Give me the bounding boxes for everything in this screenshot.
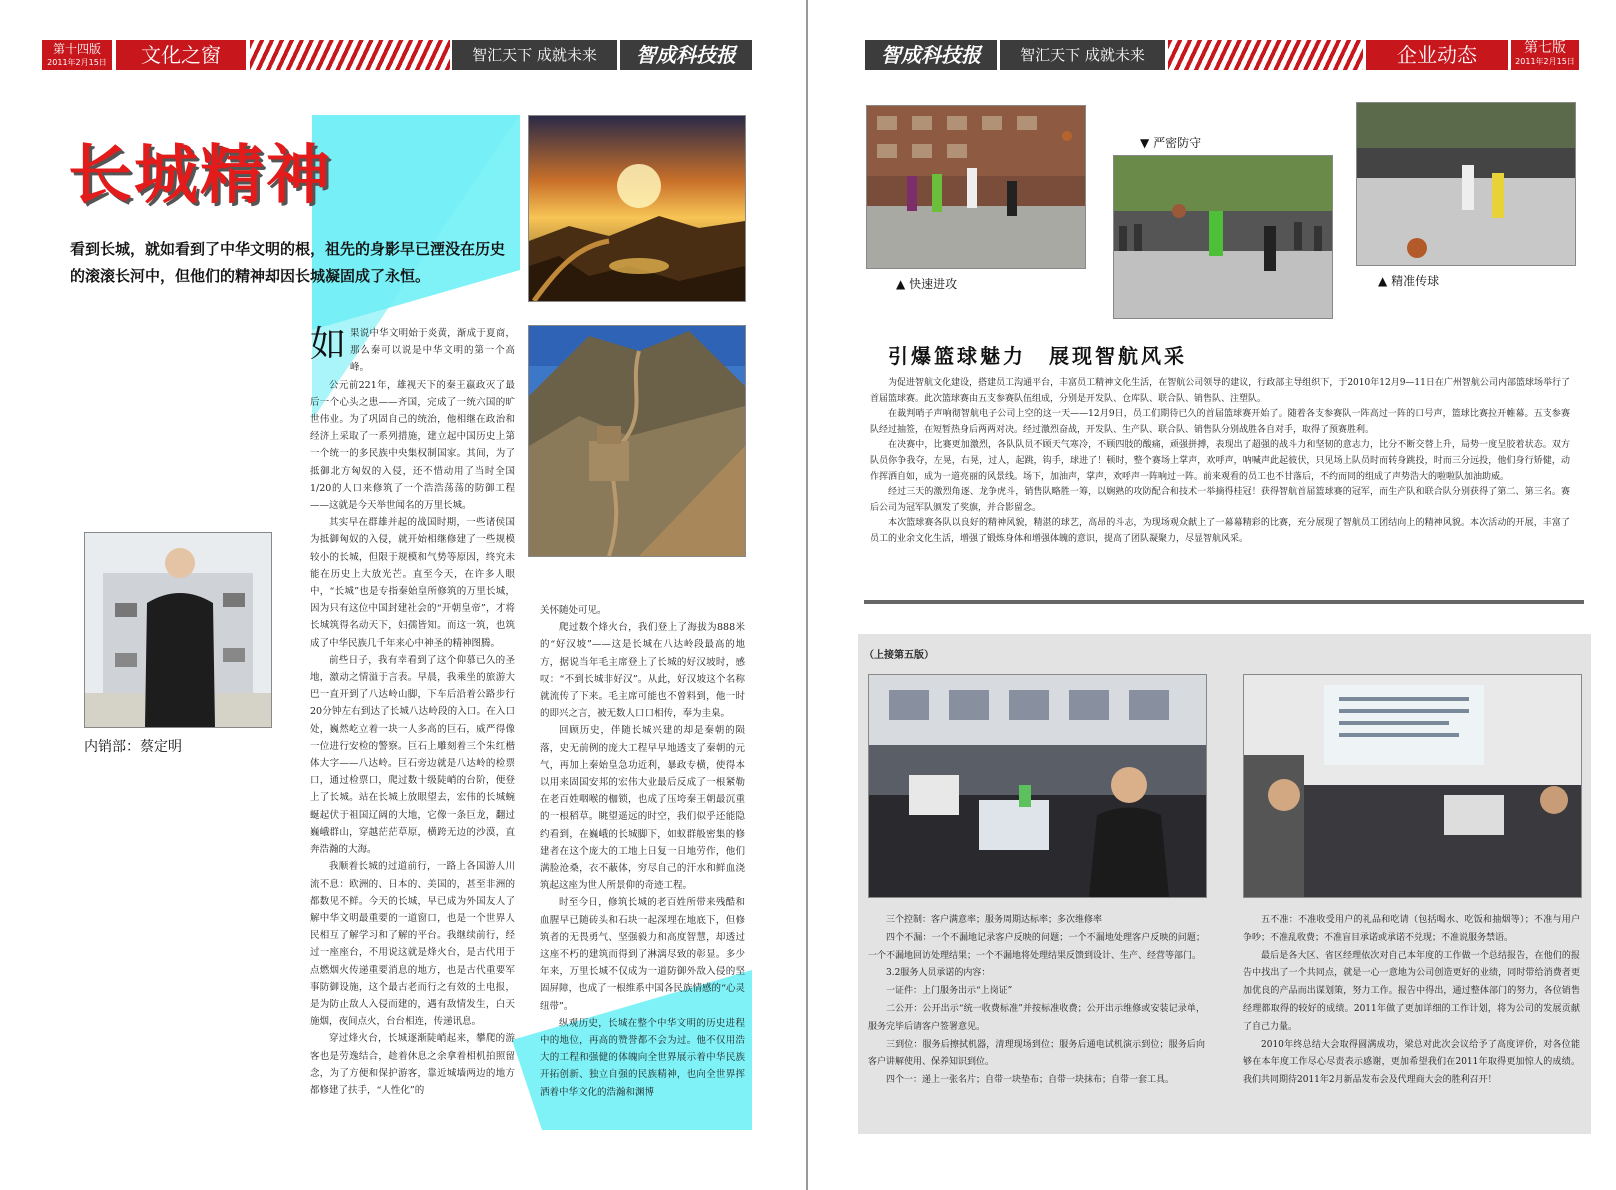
continued-para: 二公开：公开出示“统一收费标准”并按标准收费；公开出示维修或安装记录单，服务完毕后请客户签署意见。 xyxy=(868,1003,1205,1032)
photo-caption-2 xyxy=(1140,134,1201,151)
col2-para: 关怀随处可见。 xyxy=(540,605,607,616)
meeting-photo-2 xyxy=(1243,674,1582,898)
right-edition: 第七版 xyxy=(1524,40,1566,56)
col1-para: 其实早在群雄并起的战国时期，一些诸侯国为抵御匈奴的入侵，就开始相继修建了一些规模较小的长城，但限于规模和气势等原因，终究未能在历史上大放光芒。直至今天，在许多人眼中，“长城”也是专指秦始皇所修筑的万里长城，因为只有这位中国封建社会的“开朝皇帝”，才将长城筑得名动天下，妇孺皆知。而这一筑，也筑成了中华民族几千年来心中神圣的精神图腾。 xyxy=(310,517,515,649)
photo-caption-1 xyxy=(896,275,957,292)
basketball-photo-2 xyxy=(1113,155,1333,319)
great-wall-sunset-photo xyxy=(528,115,746,302)
left-masthead: 智成科技报 xyxy=(636,43,736,67)
continued-right-col xyxy=(1243,912,1580,1090)
col1-para: 果说中华文明始于炎黄，渐成于夏商，那么秦可以说是中华文明的第一个高峰。 xyxy=(350,328,515,374)
right-masthead: 智成科技报 xyxy=(881,43,981,67)
drop-cap: 如 xyxy=(310,325,347,365)
continued-left-col xyxy=(868,912,1205,1090)
caption-fast-attack: 快速进攻 xyxy=(909,277,958,291)
continued-block xyxy=(858,634,1591,1134)
continued-para: 四个一：递上一张名片；自带一块垫布；自带一块抹布；自带一套工具。 xyxy=(886,1075,1175,1086)
col1-para: 我顺着长城的过道前行，一路上各国游人川流不息：欧洲的、日本的、美国的，甚至非洲的都数见不鲜。今天的长城，早已成为外国友人了解中华文明最重要的一道窗口，也是一个世界人民相互了解学习和了解的平台。我继续前行，经过一座座台，不用说这就是烽火台，是古代用于点燃烟火传递重要消息的地方，也是古代重要军事防御设施，这个最古老而行之有效的土电报，是为防止敌人入侵而建的，遇有敌情发生，白天施烟，夜间点火，台台相连，传递讯息。 xyxy=(310,861,515,1028)
triangle-up-icon: ▲ xyxy=(1378,274,1388,288)
basketball-photo-1 xyxy=(866,105,1086,269)
col2-para: 爬过数个烽火台，我们登上了海拔为888米的“好汉坡”——这是长城在八达岭段最高的地方，据说当年毛主席登上了长城的好汉坡时，感叹：“不到长城非好汉”。从此，好汉坡这个名称就流传了下来。毛主席可能也不曾料到，他一时的即兴之言，被无数人口口相传，奉为圭臬。 xyxy=(540,622,745,720)
left-page xyxy=(0,0,806,1190)
continued-para: 一证件：上门服务出示“上岗证” xyxy=(886,986,1013,997)
article-title: 长城精神 xyxy=(68,139,332,213)
col2-para: 时至今日，修筑长城的老百姓所带来残酷和血腥早已随砖头和石块一起深埋在地底下，但修筑者的无畏勇气、坚强毅力和高度智慧，却透过这座不朽的建筑而得到了淋漓尽致的彰显。多少年来，万里长城不仅成为一道防御外敌入侵的坚固屏障，也成了一根维系中国各民族情感的“心灵纽带”。 xyxy=(540,897,745,1012)
col2-para: 回顾历史，伴随长城兴建的却是秦朝的陨落，史无前例的庞大工程早早地透支了秦朝的元气，再加上秦始皇急功近利，暴政专横，使得本以用来固国安邦的宏伟大业最后反成了一根紧勒在老百姓咽喉的枷锁，也成了压垮秦王朝最沉重的一根稻草。眺望遥远的时空，我们似乎还能隐约看到，在巍峨的长城脚下，如蚁群般密集的修建者在这个庞大的工地上日复一日地劳作，他们满脸沧桑，衣不蔽体，穷尽自己的汗水和鲜血浇筑起这座为世人所景仰的奇迹工程。 xyxy=(540,725,745,892)
basketball-article-body xyxy=(870,376,1570,548)
col2-para: 纵观历史，长城在整个中华文明的历史进程中的地位，再高的赞誉都不会为过。他不仅用浩大的工程和强健的体魄向全世界展示着中华民族开拓创新、独立自强的民族精神，也向全世界挥洒着中华文化的浩瀚和渊博 xyxy=(540,1017,745,1098)
left-date: 2011年2月15日 xyxy=(47,58,107,67)
continued-para: 3.2服务人员承诺的内容： xyxy=(886,968,991,979)
section-divider xyxy=(864,600,1584,604)
photo-caption-3 xyxy=(1378,272,1439,289)
basketball-para: 在决赛中，比赛更加激烈，各队队员不顾天气寒冷，不顾四肢的酸痛，顽强拼搏，表现出了超强的战斗力和坚韧的意志力，比分不断交替上升，局势一度呈胶着状态。双方队员你争我夺，左晃，右晃，过人，起跳，钩手，球进了！顿时，整个赛场上掌声，欢呼声，呐喊声此起彼伏，只见场上队员时而转身跳投，时而三分远投，他们身行矫健，动作挥洒自如，成为一道亮丽的风景线。场下，加油声，掌声，欢呼声一阵响过一阵。前来观看的员工也不甘落后，不约而同的组成了声势浩大的啦啦队加油助威。 xyxy=(870,440,1570,482)
col1-para: 前些日子，我有幸看到了这个仰慕已久的圣地，激动之情溢于言表。早晨，我乘坐的旅游大巴一直开到了八达岭山脚，下车后沿着公路步行20分钟左右到达了长城八达岭段的入口。在入口处，巍然屹立着一块一人多高的巨石，威严得像一位进行安检的警察。巨石上雕刻着三个朱红楷体大字——八达岭。巨石旁边就是八达岭的检票口，通过检票口，爬过数十级陡峭的台阶，便登上了长城。站在长城上放眼望去，宏伟的长城蜿蜒起伏于祖国辽阔的大地，它像一条巨龙，翻过巍峨群山，穿越茫茫草原，横跨无边的沙漠，直奔浩瀚的大海。 xyxy=(310,654,515,856)
basketball-para: 经过三天的激烈角逐、龙争虎斗，销售队略胜一筹，以娴熟的攻防配合和技术一举摘得桂冠！获得智航首届篮球赛的冠军，而生产队和联合队分别获得了第二、第三名。赛后公司为冠军队颁发了奖旗，并合影留念。 xyxy=(870,487,1570,513)
continued-para: 2010年终总结大会取得圆满成功，梁总对此次会议给予了高度评价，对各位能够在本年度工作尽心尽责表示感谢，更加希望我们在2011年取得更加惊人的成绩。我们共同期待2011年2月新品发布会及代理商大会的胜利召开！ xyxy=(1243,1039,1580,1086)
great-wall-mountain-photo xyxy=(528,325,746,557)
continued-para: 三到位：服务后擦拭机器，清理现场到位；服务后通电试机演示到位；服务后向客户讲解使用、保养知识到位。 xyxy=(868,1039,1205,1068)
article-lead: 看到长城，就如看到了中华文明的根，祖先的身影早已湮没在历史的滚滚长河中，但他们的精神却因长城凝固成了永恒。 xyxy=(70,240,506,285)
right-edition-box xyxy=(1511,40,1579,70)
col1-para: 公元前221年，雄视天下的秦王嬴政灭了最后一个心头之患——齐国，完成了一统六国的旷世伟业。为了巩固自己的统治，他相继在政治和经济上采取了一系列措施，建立起中国历史上第一个统一的多民族中央集权制国家。其间，为了抵御北方匈奴的入侵，还不惜动用了当时全国1/20的人口来修筑了一个浩浩荡荡的防御工程——这就是今天举世闻名的万里长城。 xyxy=(310,379,515,512)
basketball-title: 引爆篮球魅力 展现智航风采 xyxy=(888,344,1187,368)
basketball-para: 在裁判哨子声响彻智航电子公司上空的这一天——12月9日，员工们期待已久的首届篮球赛开始了。随着各支参赛队一阵高过一阵的口号声，篮球比赛拉开帷幕。五支参赛队经过抽签，在短暂热身后两两对决。经过激烈奋战，开发队、生产队、联合队、销售队分别战胜各自对手，取得了预赛胜利。 xyxy=(870,409,1570,435)
article-column-2 xyxy=(540,602,745,1122)
meeting-photo-1 xyxy=(868,674,1207,898)
basketball-para: 为促进智航文化建设，搭建员工沟通平台，丰富员工精神文化生活，在智航公司领导的建议，行政部主导组织下，于2010年12月9—11日在广州智航公司内部篮球场举行了首届篮球赛。此次篮球赛由五支参赛队伍组成，分别是开发队、仓库队、联合队、销售队、注塑队。 xyxy=(870,378,1570,404)
basketball-para: 本次篮球赛各队以良好的精神风貌，精湛的球艺，高昂的斗志，为现场观众献上了一幕幕精彩的比赛，充分展现了智航员工团结向上的精神风貌。本次活动的开展，丰富了员工的业余文化生活，增强了锻炼身体和增强体魄的意识，提高了团队凝聚力，尽显智航风采。 xyxy=(870,518,1570,544)
basketball-photo-3 xyxy=(1356,102,1576,266)
triangle-up-icon: ▲ xyxy=(896,277,906,291)
right-header-stripes xyxy=(1168,40,1363,70)
caption-precise-pass: 精准传球 xyxy=(1391,274,1440,288)
continued-label: （上接第五版） xyxy=(864,650,934,661)
right-slogan: 智汇天下 成就未来 xyxy=(1020,46,1145,64)
col1-para: 穿过烽火台，长城逐渐陡峭起来，攀爬的游客也是劳逸结合，趁着休息之余拿着相机拍照留念，为了方便和保护游客，靠近城墙两边的地方都修建了扶手，“人性化”的 xyxy=(310,1033,515,1096)
continued-para: 三个控制：客户满意率；服务周期达标率；多次维修率 xyxy=(886,915,1103,925)
article-column-1 xyxy=(310,325,515,1125)
right-date: 2011年2月15日 xyxy=(1515,57,1575,66)
continued-para: 四个不漏：一个不漏地记录客户反映的问题；一个不漏地处理客户反映的问题；一个不漏地回访处理结果；一个不漏地将处理结果反馈到设计、生产、经营等部门。 xyxy=(868,932,1205,961)
author-caption: 内销部：蔡定明 xyxy=(84,739,182,755)
continued-para: 五不准：不准收受用户的礼品和吃请（包括喝水、吃饭和抽烟等）；不准与用户争吵；不准乱收费；不准盲目承诺或承诺不兑现；不准说服务禁语。 xyxy=(1243,915,1580,943)
right-section: 企业动态 xyxy=(1397,43,1477,67)
left-edition: 第十四版 xyxy=(52,42,101,56)
left-section: 文化之窗 xyxy=(141,43,221,67)
continued-para: 最后是各大区、省区经理依次对自己本年度的工作做一个总结报告，在他们的报告中找出了一个共同点，就是一心一意地为公司创造更好的业绩，同时带给消费者更加优良的产品而出谋划策，努力工作。报告中得出，通过整体部门的努力，各位销售经理都取得的较好的成绩。2011年做了更加详细的工作计划，将为公司的发展贡献了自己力量。 xyxy=(1243,950,1580,1032)
right-masthead-tab xyxy=(865,40,997,70)
right-page xyxy=(808,0,1616,1190)
caption-tight-defense: 严密防守 xyxy=(1153,136,1202,150)
triangle-down-icon: ▼ xyxy=(1140,136,1150,150)
right-section-tab xyxy=(1366,40,1508,70)
left-slogan: 智汇天下 成就未来 xyxy=(472,46,597,64)
author-photo xyxy=(84,532,272,728)
right-slogan-tab xyxy=(1000,40,1165,70)
